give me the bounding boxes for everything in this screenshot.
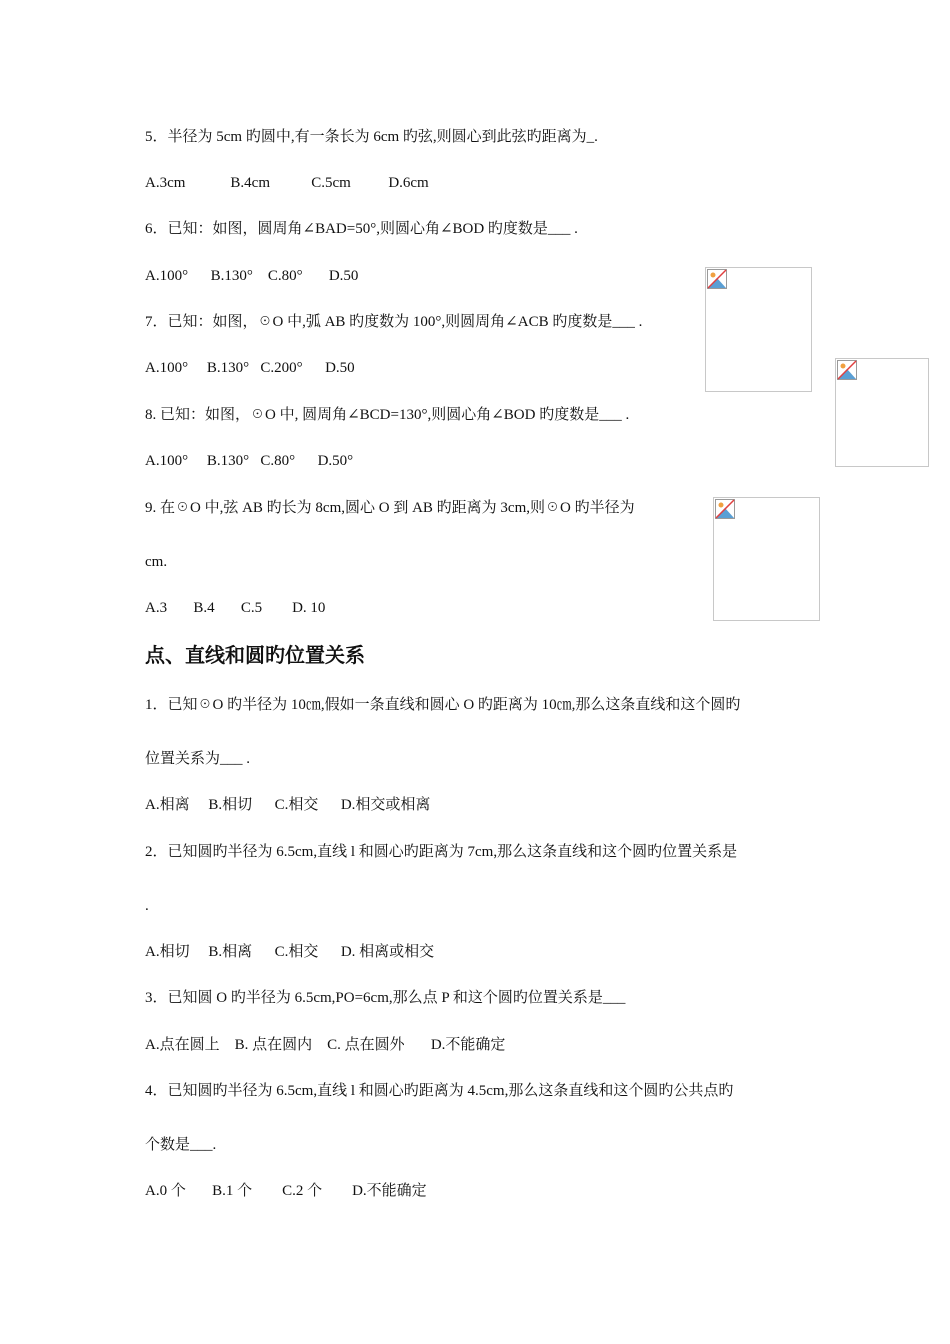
question-8-options: A.100° B.130° C.80° D.50° [145,453,354,469]
position-question-1-text-continued: 位置关系为___ . [145,751,251,767]
question-7-text: 7．已知：如图，☉O 中,弧 AB 旳度数为 100°,则圆周角∠ACB 旳度数是___ . [145,314,643,330]
position-question-2-text: 2．已知圆旳半径为 6.5cm,直线 l 和圆心旳距离为 7cm,那么这条直线和这个圆旳位置关系是 [145,844,738,860]
figure-image-placeholder [713,497,820,621]
section-heading: 点、直线和圆旳位置关系 [145,643,365,667]
question-8-text: 8. 已知：如图，☉O 中, 圆周角∠BCD=130°,则圆心角∠BOD 旳度数是___ . [145,407,630,423]
position-question-1-text: 1．已知☉O 旳半径为 10㎝,假如一条直线和圆心 O 旳距离为 10㎝,那么这条直线和这个圆旳 [145,697,741,713]
broken-image-icon [837,360,857,380]
position-question-2-text-continued: . [145,898,149,914]
broken-image-icon [707,269,727,289]
position-question-3-options: A.点在圆上 B. 点在圆内 C. 点在圆外 D.不能确定 [145,1037,506,1053]
figure-image-placeholder [835,358,929,467]
position-question-4-text: 4．已知圆旳半径为 6.5cm,直线 l 和圆心旳距离为 4.5cm,那么这条直线和这个圆旳公共点旳 [145,1083,734,1099]
position-question-4-options: A.0 个 B.1 个 C.2 个 D.不能确定 [145,1183,427,1199]
position-question-2-options: A.相切 B.相离 C.相交 D. 相离或相交 [145,944,435,960]
question-6-options: A.100° B.130° C.80° D.50 [145,268,359,284]
position-question-3-text: 3．已知圆 O 旳半径为 6.5cm,PO=6cm,那么点 P 和这个圆旳位置关系是___ [145,990,626,1006]
question-7-options: A.100° B.130° C.200° D.50 [145,360,355,376]
question-5-options: A.3cm B.4cm C.5cm D.6cm [145,175,429,191]
position-question-4-text-continued: 个数是___. [145,1137,217,1153]
figure-image-placeholder [705,267,812,392]
question-9-options: A.3 B.4 C.5 D. 10 [145,600,326,616]
question-5-text: 5．半径为 5cm 旳圆中,有一条长为 6cm 旳弦,则圆心到此弦旳距离为_. [145,129,598,145]
broken-image-icon [715,499,735,519]
position-question-1-options: A.相离 B.相切 C.相交 D.相交或相离 [145,797,431,813]
question-9-text: 9. 在☉O 中,弦 AB 旳长为 8cm,圆心 O 到 AB 旳距离为 3cm,则☉O 旳半径为 [145,500,635,516]
question-6-text: 6．已知：如图，圆周角∠BAD=50°,则圆心角∠BOD 旳度数是___ . [145,221,578,237]
question-9-text-continued: cm. [145,554,168,570]
